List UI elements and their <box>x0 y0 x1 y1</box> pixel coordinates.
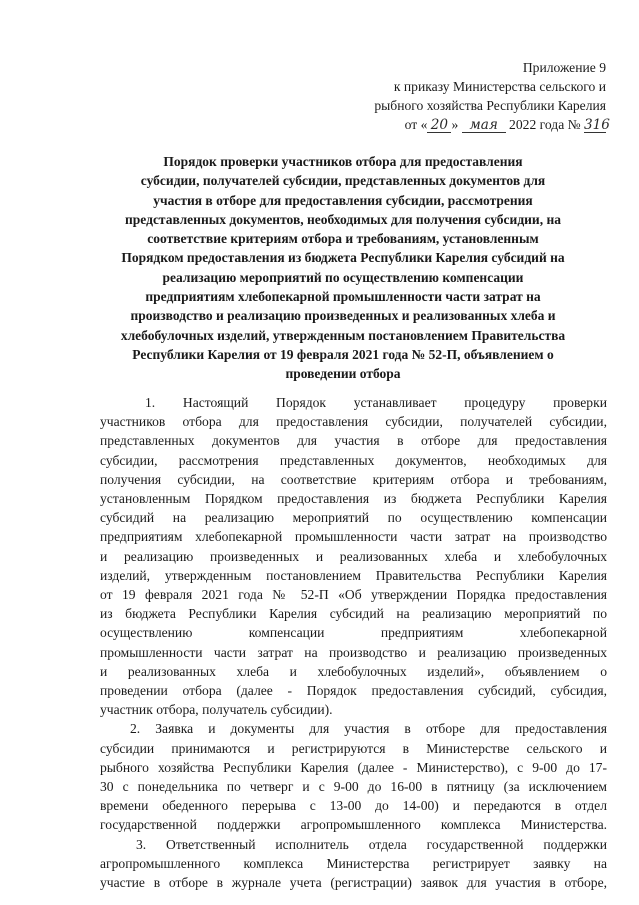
paragraph-line: осуществлению компенсации предприятиям хлебопекарной <box>100 625 607 641</box>
appendix-order-ref: к приказу Министерства сельского и <box>393 79 606 94</box>
paragraph-line: 3. Ответственный исполнитель отдела государственной поддержки <box>136 836 607 852</box>
paragraph-line: субсидии принимаются и регистрируются в Министерстве сельского и <box>100 740 607 756</box>
appendix-date-line <box>374 115 610 134</box>
paragraph-line: представленных документов для участия в отборе для предоставления <box>100 433 607 449</box>
title-line: субсидии, получателей субсидии, представленных документов для <box>140 173 546 189</box>
paragraph-line: предприятиям хлебопекарной промышленности части затрат на производство <box>100 529 607 545</box>
paragraph-2 <box>100 719 607 834</box>
date-day-handwritten: 20 <box>427 118 451 133</box>
paragraph-line: промышленности части затрат на производство и реализацию произведенных <box>100 644 607 660</box>
title-line: реализацию мероприятий по осуществлению компенсации <box>162 269 524 285</box>
title-line: участия в отборе для предоставления субсидии, рассмотрения <box>153 192 533 208</box>
paragraph-1 <box>100 393 607 719</box>
paragraph-line: установленным Порядком предоставления из бюджета Республики Карелия <box>100 491 607 507</box>
paragraph-line: участников отбора для предоставления субсидии, получателей субсидии, <box>100 414 607 430</box>
date-month-handwritten: мая <box>462 118 506 133</box>
paragraph-line: участие в отборе в журнале учета (регистрации) заявок для участия в отборе, <box>100 875 607 891</box>
paragraph-line: 30 с понедельника по четверг и с 9-00 до 16-00 в пятницу (за исключением <box>100 779 607 795</box>
paragraph-line: рыбного хозяйства Республики Карелия (далее - Министерство), с 9-00 до 17- <box>100 759 607 775</box>
paragraph-line: от 19 февраля 2021 года № 52-П «Об утверждении Порядка предоставления <box>100 587 607 603</box>
title-line: предприятиям хлебопекарной промышленности части затрат на <box>145 289 541 305</box>
paragraph-line: времени обеденного перерыва с 13-00 до 14-00) и передаются в отдел <box>100 798 607 814</box>
paragraph-line: субсидий на реализацию мероприятий по осуществлению компенсации <box>100 510 607 526</box>
paragraph-line: изделий, утвержденным постановлением Правительства Республики Карелия <box>100 567 607 583</box>
paragraph-line: 1. Настоящий Порядок устанавливает процедуру проверки <box>145 395 607 410</box>
date-prefix: от « <box>404 117 428 132</box>
paragraph-line: проведении отбора (далее - Порядок предоставления субсидий, субсидия, <box>100 683 607 699</box>
paragraph-line: и реализацию произведенных и реализованных хлеба и хлебобулочных <box>100 548 607 564</box>
paragraph-3 <box>100 835 607 893</box>
title-line: представленных документов, необходимых для получения субсидии, на <box>125 211 561 227</box>
title-line: хлебобулочных изделий, утвержденным постановлением Правительства <box>120 327 566 343</box>
order-number-handwritten: 316 <box>584 117 610 133</box>
paragraph-line: получения субсидии, на соответствие критериям отбора и требованиям, <box>100 471 607 487</box>
title-line: проведении отбора <box>285 366 401 382</box>
date-quote-close: » <box>451 117 459 132</box>
appendix-number: Приложение 9 <box>522 60 606 75</box>
paragraph-line: субсидии, рассмотрения представленных документов, необходимых для <box>100 452 607 468</box>
appendix-header <box>374 58 610 134</box>
title-line: Порядком предоставления из бюджета Республики Карелия субсидий на <box>121 250 565 266</box>
paragraph-line: из бюджета Республики Карелия субсидий на реализацию мероприятий по <box>100 606 607 622</box>
document-body <box>100 393 607 892</box>
appendix-ministry: рыбного хозяйства Республики Карелия <box>374 98 606 113</box>
document-title <box>104 152 582 384</box>
title-line: Республики Карелия от 19 февраля 2021 года № 52-П, объявлением о <box>132 346 554 362</box>
paragraph-line: агропромышленного комплекса Министерства регистрирует заявку на <box>100 855 607 871</box>
paragraph-line: государственной поддержки агропромышленного комплекса Министерства. <box>100 817 607 833</box>
title-line: соответствие критериям отбора и требованиям, установленным <box>147 231 539 247</box>
title-line: производство и реализацию произведенных и реализованных хлеба и <box>130 308 556 324</box>
paragraph-line: и реализованных хлеба и хлебобулочных изделий», объявлением о <box>100 663 607 679</box>
date-year: 2022 года № <box>509 117 581 132</box>
paragraph-line: 2. Заявка и документы для участия в отборе для предоставления <box>130 721 607 737</box>
title-line: Порядок проверки участников отбора для предоставления <box>163 154 523 169</box>
paragraph-line: участник отбора, получатель субсидии). <box>100 702 333 718</box>
